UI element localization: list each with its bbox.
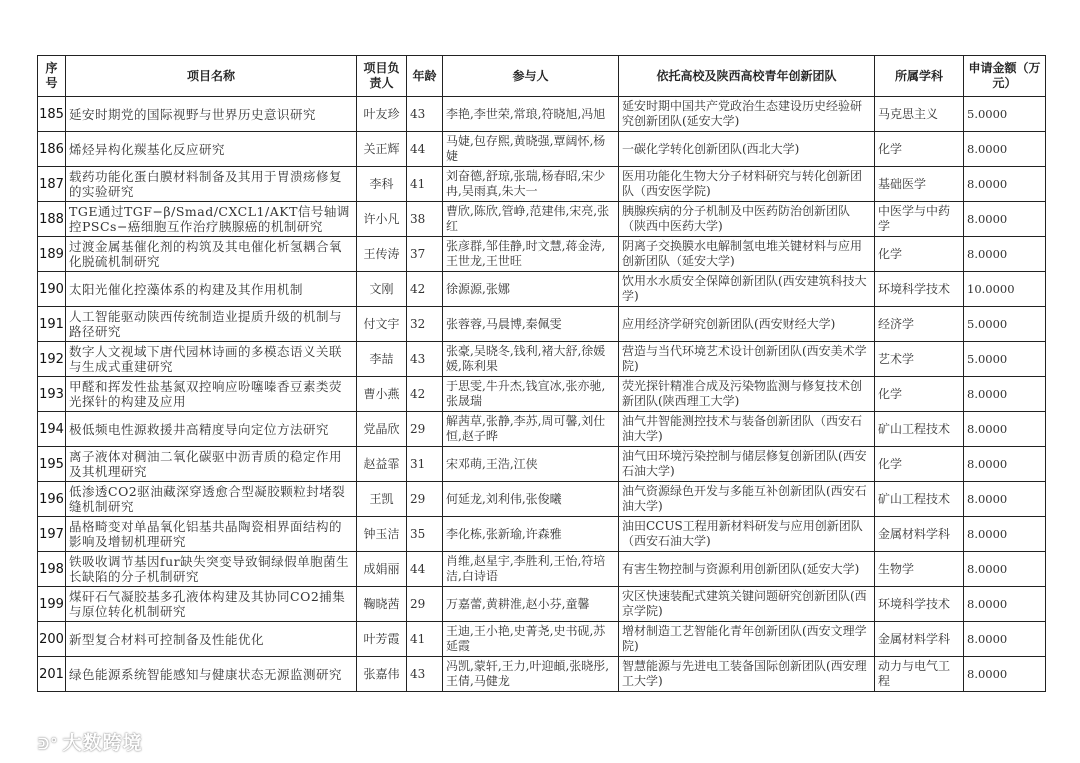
project-leader-cell: 成娟丽 [357, 552, 407, 587]
table-row [38, 307, 1046, 342]
innovation-team-cell: 增材制造工艺智能化青年创新团队(西安文理学院) [619, 622, 875, 657]
watermark-logo [38, 728, 143, 755]
table-row [38, 272, 1046, 307]
participants-cell: 冯凯,蒙轩,王力,叶迎頔,张晓彤,王倩,马健龙 [443, 657, 619, 692]
project-leader-cell: 党晶欣 [357, 412, 407, 447]
project-leader-cell: 许小凡 [357, 202, 407, 237]
participants-cell: 何延龙,刘利伟,张俊曦 [443, 482, 619, 517]
innovation-team-cell: 荧光探针精准合成及污染物监测与修复技术创新团队(陕西理工大学) [619, 377, 875, 412]
subject-cell: 化学 [875, 237, 964, 272]
subject-cell: 矿山工程技术 [875, 482, 964, 517]
header-amount: 申请金额（万元） [964, 56, 1046, 97]
amount-cell: 5.0000 [964, 342, 1046, 377]
subject-cell: 经济学 [875, 307, 964, 342]
table-row [38, 587, 1046, 622]
table-body [38, 97, 1046, 692]
project-leader-cell: 钟玉洁 [357, 517, 407, 552]
project-leader-cell: 李喆 [357, 342, 407, 377]
amount-cell: 8.0000 [964, 377, 1046, 412]
leader-age-cell: 37 [407, 237, 443, 272]
amount-cell: 8.0000 [964, 517, 1046, 552]
leader-age-cell: 43 [407, 342, 443, 377]
participants-cell: 解茜草,张静,李苏,周可馨,刘仕恒,赵子晔 [443, 412, 619, 447]
project-name-cell: 绿色能源系统智能感知与健康状态无源监测研究 [66, 657, 357, 692]
participants-cell: 张豪,吴晓冬,钱利,褚大舒,徐媛媛,陈利果 [443, 342, 619, 377]
project-name-cell: 新型复合材料可控制备及性能优化 [66, 622, 357, 657]
header-participants: 参与人 [443, 56, 619, 97]
table-row [38, 167, 1046, 202]
subject-cell: 金属材料学科 [875, 517, 964, 552]
amount-cell: 8.0000 [964, 447, 1046, 482]
participants-cell: 于思雯,牛升杰,钱宣冰,张亦驰,张晟瑞 [443, 377, 619, 412]
participants-cell: 曹欣,陈欣,管峥,范建伟,宋亮,张红 [443, 202, 619, 237]
amount-cell: 8.0000 [964, 622, 1046, 657]
participants-cell: 肖维,赵星宇,李胜利,王怡,符培洁,白诗语 [443, 552, 619, 587]
participants-cell: 徐源源,张娜 [443, 272, 619, 307]
leader-age-cell: 31 [407, 447, 443, 482]
project-name-cell: 甲醛和挥发性盐基氮双控响应吩噻嗪香豆素类荧光探针的构建及应用 [66, 377, 357, 412]
participants-cell: 宋邓萌,王浩,江侠 [443, 447, 619, 482]
table-row [38, 412, 1046, 447]
table-row [38, 97, 1046, 132]
innovation-team-cell: 阴离子交换膜水电解制氢电堆关键材料与应用创新团队（延安大学) [619, 237, 875, 272]
amount-cell: 8.0000 [964, 482, 1046, 517]
table-row [38, 202, 1046, 237]
leader-age-cell: 29 [407, 412, 443, 447]
header-subject: 所属学科 [875, 56, 964, 97]
subject-cell: 中医学与中药学 [875, 202, 964, 237]
project-leader-cell: 付文宇 [357, 307, 407, 342]
row-number-cell: 192 [38, 342, 66, 377]
project-name-cell: 太阳光催化控藻体系的构建及其作用机制 [66, 272, 357, 307]
leader-age-cell: 29 [407, 482, 443, 517]
leader-age-cell: 44 [407, 132, 443, 167]
table-row [38, 622, 1046, 657]
subject-cell: 动力与电气工程 [875, 657, 964, 692]
innovation-team-cell: 油气资源绿色开发与多能互补创新团队(西安石油大学) [619, 482, 875, 517]
subject-cell: 生物学 [875, 552, 964, 587]
leader-age-cell: 43 [407, 657, 443, 692]
row-number-cell: 189 [38, 237, 66, 272]
innovation-team-cell: 胰腺疾病的分子机制及中医药防治创新团队（陕西中医药大学) [619, 202, 875, 237]
innovation-team-cell: 智慧能源与先进电工装备国际创新团队(西安理工大学) [619, 657, 875, 692]
leader-age-cell: 41 [407, 622, 443, 657]
project-leader-cell: 赵益霏 [357, 447, 407, 482]
innovation-team-cell: 应用经济学研究创新团队(西安财经大学) [619, 307, 875, 342]
amount-cell: 10.0000 [964, 272, 1046, 307]
participants-cell: 张蓉蓉,马晨博,秦佩雯 [443, 307, 619, 342]
amount-cell: 8.0000 [964, 202, 1046, 237]
table-row [38, 517, 1046, 552]
project-leader-cell: 鞠晓茜 [357, 587, 407, 622]
project-leader-cell: 叶芳霞 [357, 622, 407, 657]
amount-cell: 8.0000 [964, 132, 1046, 167]
project-name-cell: 极低频电性源救援井高精度导向定位方法研究 [66, 412, 357, 447]
subject-cell: 化学 [875, 447, 964, 482]
subject-cell: 艺术学 [875, 342, 964, 377]
innovation-team-cell: 有害生物控制与资源利用创新团队(延安大学) [619, 552, 875, 587]
watermark-text: 大数跨境 [62, 732, 143, 754]
project-name-cell: 铁吸收调节基因fur缺失突变导致铜绿假单胞菌生长缺陷的分子机制研究 [66, 552, 357, 587]
row-number-cell: 190 [38, 272, 66, 307]
logo-icon: ᕲ° [38, 735, 59, 753]
project-leader-cell: 李科 [357, 167, 407, 202]
amount-cell: 5.0000 [964, 307, 1046, 342]
table-row [38, 657, 1046, 692]
project-name-cell: 数字人文视域下唐代园林诗画的多模态语义关联与生成式重建研究 [66, 342, 357, 377]
amount-cell: 8.0000 [964, 412, 1046, 447]
project-leader-cell: 关正辉 [357, 132, 407, 167]
leader-age-cell: 29 [407, 587, 443, 622]
leader-age-cell: 38 [407, 202, 443, 237]
project-leader-cell: 王传涛 [357, 237, 407, 272]
table-row [38, 482, 1046, 517]
row-number-cell: 193 [38, 377, 66, 412]
project-leader-cell: 张嘉伟 [357, 657, 407, 692]
project-leader-cell: 叶友珍 [357, 97, 407, 132]
subject-cell: 环境科学技术 [875, 272, 964, 307]
row-number-cell: 194 [38, 412, 66, 447]
row-number-cell: 188 [38, 202, 66, 237]
subject-cell: 化学 [875, 132, 964, 167]
header-no: 序号 [38, 56, 66, 97]
row-number-cell: 197 [38, 517, 66, 552]
table-row [38, 447, 1046, 482]
table-row [38, 237, 1046, 272]
row-number-cell: 196 [38, 482, 66, 517]
row-number-cell: 200 [38, 622, 66, 657]
row-number-cell: 201 [38, 657, 66, 692]
table-row [38, 342, 1046, 377]
participants-cell: 王迪,王小艳,史菁尧,史书砚,苏延霞 [443, 622, 619, 657]
participants-cell: 马婕,包存熙,黄晓强,覃阔怀,杨婕 [443, 132, 619, 167]
leader-age-cell: 42 [407, 377, 443, 412]
subject-cell: 化学 [875, 377, 964, 412]
subject-cell: 矿山工程技术 [875, 412, 964, 447]
row-number-cell: 195 [38, 447, 66, 482]
participants-cell: 李化栋,张新瑜,许森雅 [443, 517, 619, 552]
table-row [38, 132, 1046, 167]
project-table [37, 55, 1046, 692]
project-name-cell: 载药功能化蛋白膜材料制备及其用于胃溃疡修复的实验研究 [66, 167, 357, 202]
leader-age-cell: 35 [407, 517, 443, 552]
innovation-team-cell: 营造与当代环境艺术设计创新团队(西安美术学院) [619, 342, 875, 377]
innovation-team-cell: 医用功能化生物大分子材料研究与转化创新团队（西安医学院) [619, 167, 875, 202]
row-number-cell: 186 [38, 132, 66, 167]
innovation-team-cell: 灾区快速装配式建筑关键问题研究创新团队(西京学院) [619, 587, 875, 622]
table-header-row [38, 56, 1046, 97]
project-name-cell: 人工智能驱动陕西传统制造业提质升级的机制与路径研究 [66, 307, 357, 342]
subject-cell: 环境科学技术 [875, 587, 964, 622]
participants-cell: 张彦群,邹佳静,时文慧,蒋金涛,王世龙,王世旺 [443, 237, 619, 272]
project-name-cell: 烯烃异构化羰基化反应研究 [66, 132, 357, 167]
amount-cell: 8.0000 [964, 587, 1046, 622]
leader-age-cell: 44 [407, 552, 443, 587]
project-name-cell: 低渗透CO2驱油藏深穿透愈合型凝胶颗粒封堵裂缝机制研究 [66, 482, 357, 517]
amount-cell: 8.0000 [964, 657, 1046, 692]
header-team: 依托高校及陕西高校青年创新团队 [619, 56, 875, 97]
amount-cell: 8.0000 [964, 167, 1046, 202]
row-number-cell: 198 [38, 552, 66, 587]
table-row [38, 377, 1046, 412]
participants-cell: 李艳,李世荣,常琅,符晓旭,冯旭 [443, 97, 619, 132]
leader-age-cell: 41 [407, 167, 443, 202]
leader-age-cell: 42 [407, 272, 443, 307]
innovation-team-cell: 油气田环境污染控制与储层修复创新团队(西安石油大学) [619, 447, 875, 482]
project-leader-cell: 文刚 [357, 272, 407, 307]
project-name-cell: 离子液体对稠油二氧化碳驱中沥青质的稳定作用及其机理研究 [66, 447, 357, 482]
innovation-team-cell: 延安时期中国共产党政治生态建设历史经验研究创新团队(延安大学) [619, 97, 875, 132]
header-leader: 项目负责人 [357, 56, 407, 97]
header-name: 项目名称 [66, 56, 357, 97]
participants-cell: 万嘉蕾,黄耕淮,赵小芬,童馨 [443, 587, 619, 622]
innovation-team-cell: 油田CCUS工程用新材料研发与应用创新团队（西安石油大学) [619, 517, 875, 552]
project-name-cell: 煤矸石气凝胶基多孔液体构建及其协同CO2捕集与原位转化机制研究 [66, 587, 357, 622]
header-age: 年龄 [407, 56, 443, 97]
project-name-cell: 晶格畸变对单晶氧化铝基共晶陶瓷相界面结构的影响及增韧机理研究 [66, 517, 357, 552]
innovation-team-cell: 饮用水水质安全保障创新团队(西安建筑科技大学) [619, 272, 875, 307]
leader-age-cell: 43 [407, 97, 443, 132]
subject-cell: 马克思主义 [875, 97, 964, 132]
project-name-cell: TGE通过TGF−β/Smad/CXCL1/AKT信号轴调控PSCs−癌细胞互作治疗胰腺癌的机制研究 [66, 202, 357, 237]
subject-cell: 基础医学 [875, 167, 964, 202]
table-row [38, 552, 1046, 587]
row-number-cell: 199 [38, 587, 66, 622]
innovation-team-cell: 一碳化学转化创新团队(西北大学) [619, 132, 875, 167]
amount-cell: 8.0000 [964, 552, 1046, 587]
project-leader-cell: 曹小燕 [357, 377, 407, 412]
project-leader-cell: 王凯 [357, 482, 407, 517]
row-number-cell: 191 [38, 307, 66, 342]
subject-cell: 金属材料学科 [875, 622, 964, 657]
row-number-cell: 185 [38, 97, 66, 132]
row-number-cell: 187 [38, 167, 66, 202]
participants-cell: 刘奋德,舒琼,张瑞,杨春昭,宋少冉,吴雨真,朱大一 [443, 167, 619, 202]
project-name-cell: 过渡金属基催化剂的构筑及其电催化析氢耦合氧化脱硫机制研究 [66, 237, 357, 272]
amount-cell: 8.0000 [964, 237, 1046, 272]
amount-cell: 5.0000 [964, 97, 1046, 132]
project-name-cell: 延安时期党的国际视野与世界历史意识研究 [66, 97, 357, 132]
leader-age-cell: 32 [407, 307, 443, 342]
innovation-team-cell: 油气井智能测控技术与装备创新团队（西安石油大学) [619, 412, 875, 447]
